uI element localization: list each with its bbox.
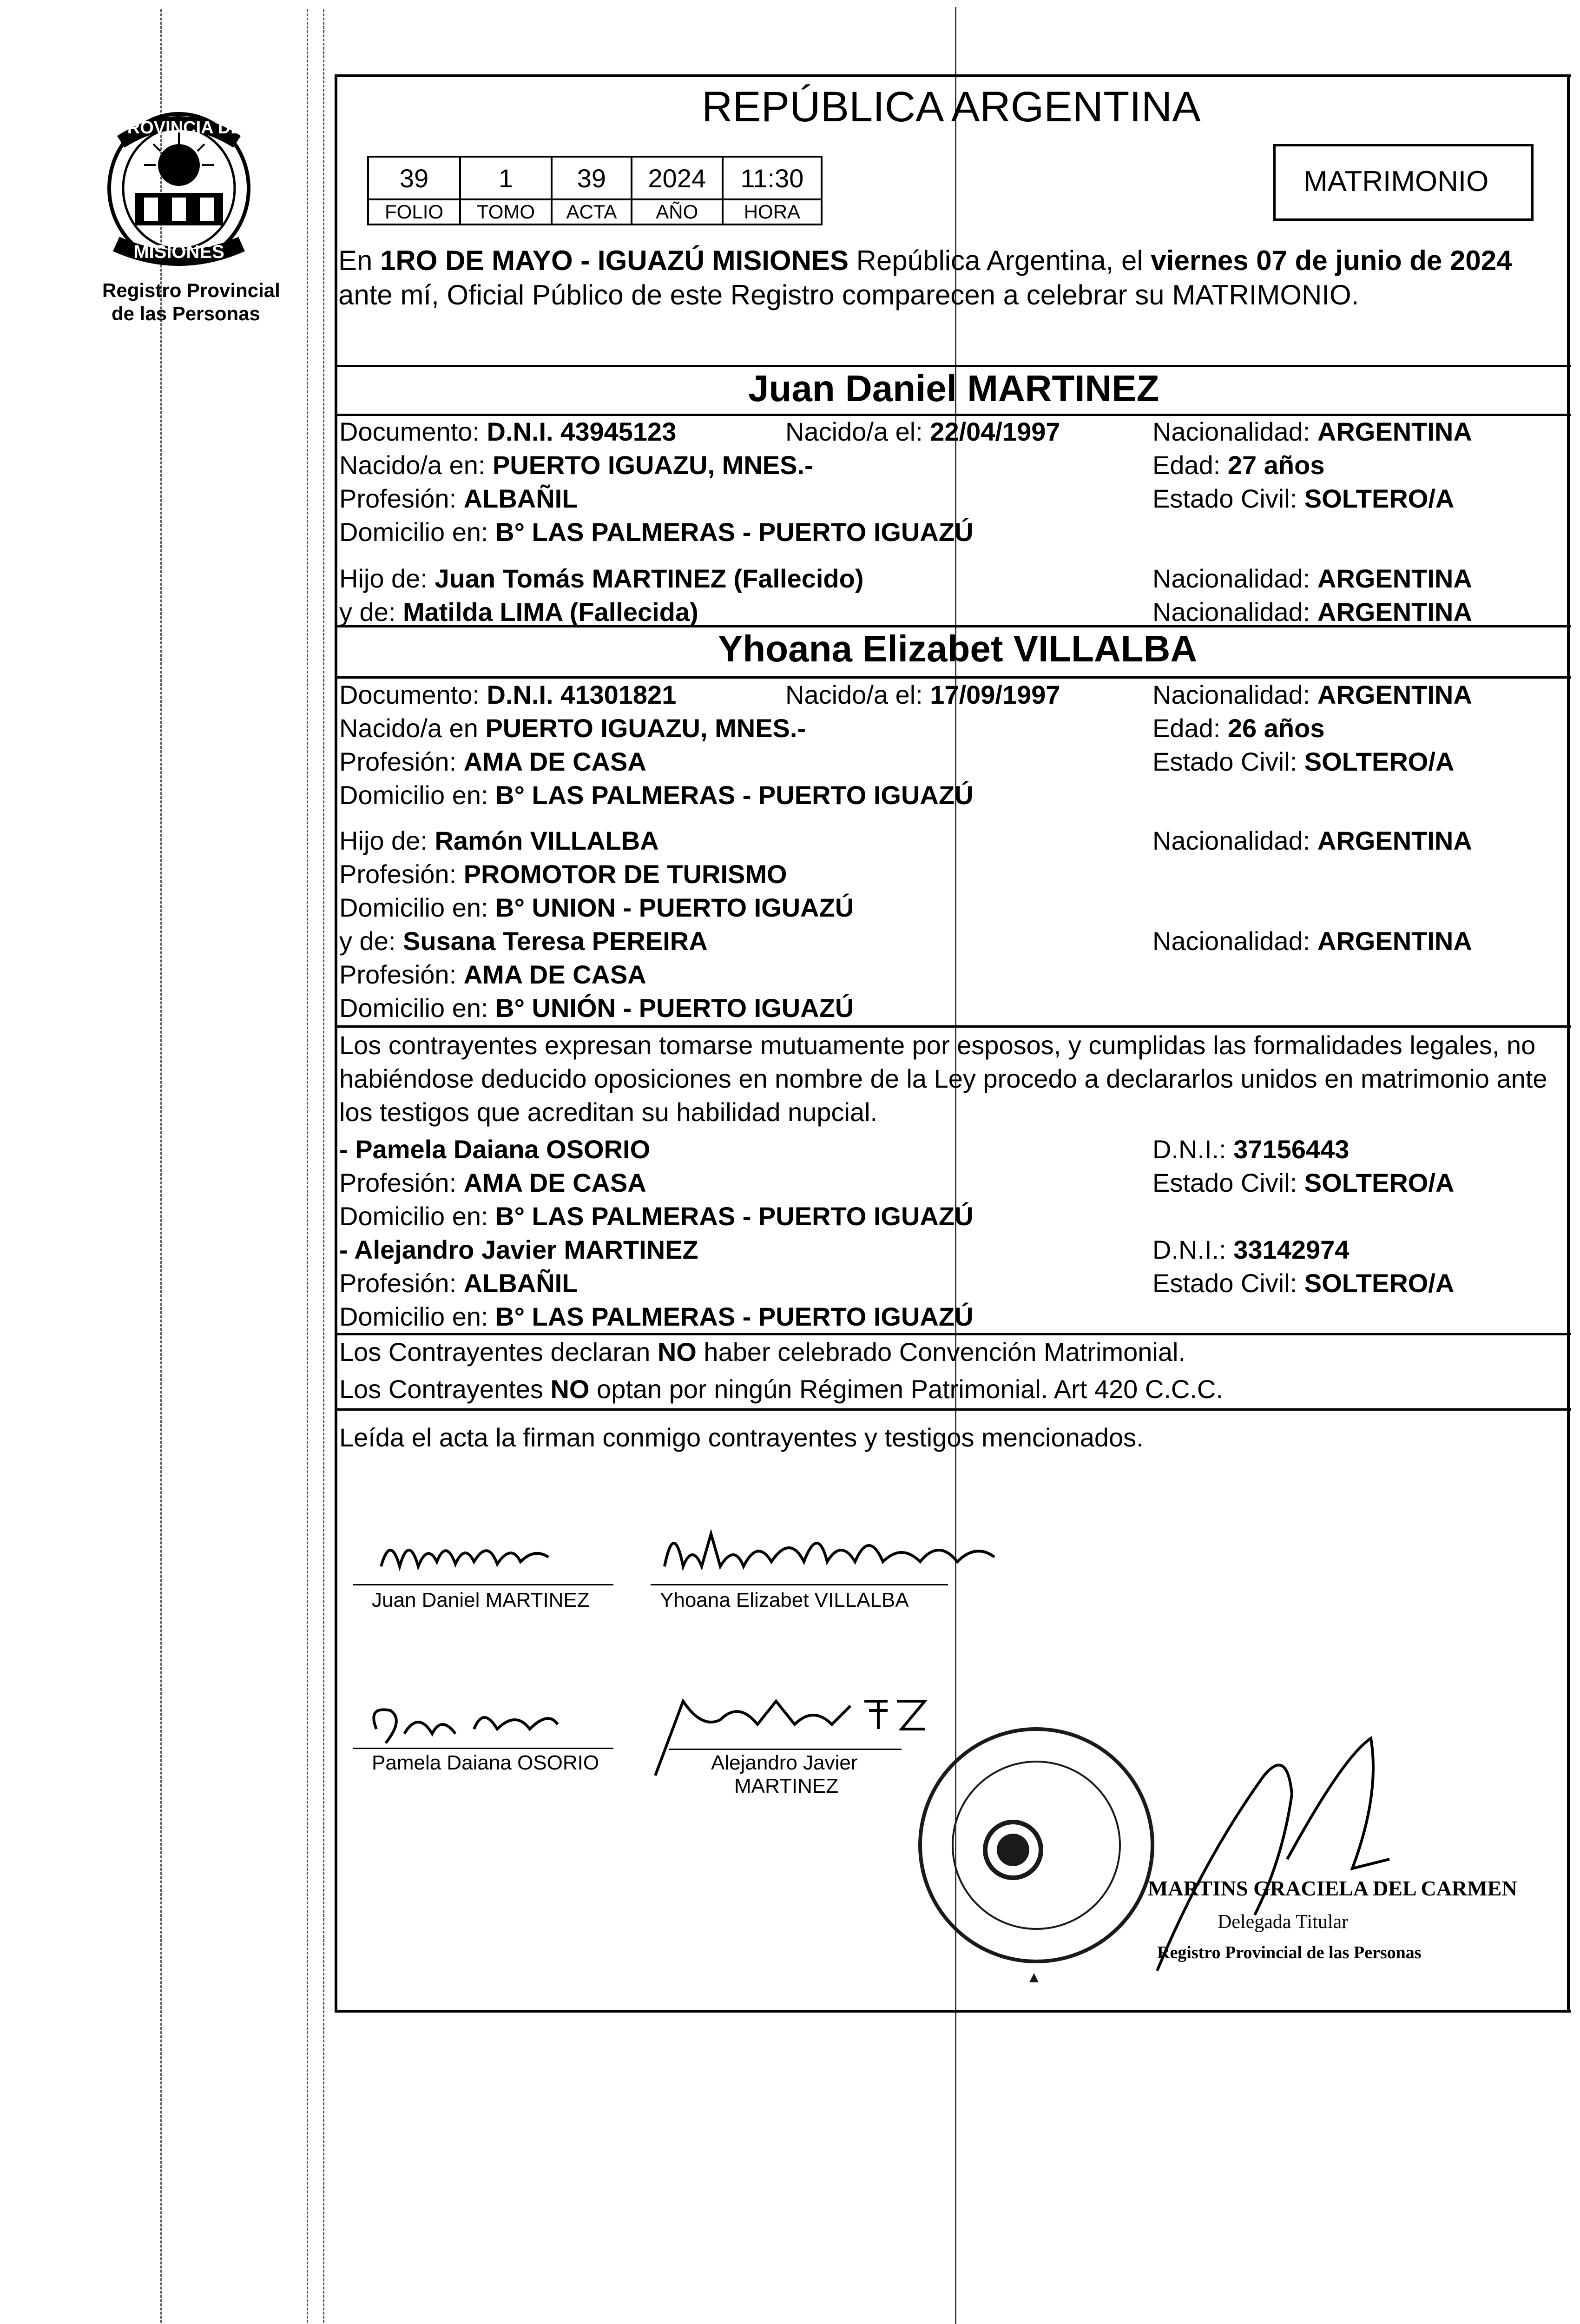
witness1-dni: D.N.I.: 37156443	[1152, 1135, 1350, 1164]
regime-statement: Los Contrayentes NO optan por ningún Régimen Patrimonial. Art 420 C.C.C.	[339, 1374, 1223, 1404]
hour-value: 11:30	[723, 157, 822, 199]
folio-value: 39	[368, 157, 460, 199]
witness2-domicile: Domicilio en: B° LAS PALMERAS - PUERTO IGUAZÚ	[339, 1302, 974, 1331]
divider-5	[335, 1025, 1571, 1028]
signature-spouse2	[651, 1515, 1013, 1585]
year-label: AÑO	[632, 199, 723, 224]
witness1-civil-status: Estado Civil: SOLTERO/A	[1152, 1168, 1455, 1197]
svg-text:PROVINCIA DE: PROVINCIA DE	[115, 118, 243, 138]
spouse1-birthplace: Nacido/a en: PUERTO IGUAZU, MNES.-	[339, 450, 813, 480]
register-table	[367, 156, 823, 225]
witness1-domicile: Domicilio en: B° LAS PALMERAS - PUERTO IGUAZÚ	[339, 1202, 974, 1231]
spouse2-father: Hijo de: Ramón VILLALBA	[339, 826, 659, 855]
acta-value: 39	[552, 157, 632, 199]
witness1-name: - Pamela Daiana OSORIO	[339, 1135, 651, 1164]
intro-date: viernes 07 de junio de 2024	[1151, 245, 1512, 276]
spouse1-name: Juan Daniel MARTINEZ	[748, 368, 1159, 409]
spouse2-mother-domicile: Domicilio en: B° UNIÓN - PUERTO IGUAZÚ	[339, 993, 854, 1023]
intro-line2: ante mí, Oficial Público de este Registro comparecen a celebrar su MATRIMONIO.	[338, 279, 1359, 310]
spouse2-mother: y de: Susana Teresa PEREIRA	[339, 926, 708, 956]
registry-name-line2: de las Personas	[112, 303, 260, 324]
signature-caption-4a: Alejandro Javier	[711, 1751, 858, 1774]
signature-line-3	[353, 1748, 613, 1749]
spouse2-birthplace: Nacido/a en PUERTO IGUAZU, MNES.-	[339, 713, 806, 743]
signature-caption-1: Juan Daniel MARTINEZ	[372, 1589, 590, 1611]
spouse2-mother-profession: Profesión: AMA DE CASA	[339, 960, 646, 989]
margin-line-left	[160, 9, 162, 2324]
official-name: MARTINS GRACIELA DEL CARMEN	[1148, 1876, 1517, 1900]
frame-top	[335, 74, 1571, 77]
tomo-value: 1	[460, 157, 552, 199]
spouse2-domicile: Domicilio en: B° LAS PALMERAS - PUERTO IGUAZÚ	[339, 780, 974, 810]
spouse1-profession: Profesión: ALBAÑIL	[339, 484, 578, 513]
declaration-line3: los testigos que acreditan su habilidad nupcial.	[339, 1097, 878, 1127]
spouse2-profession: Profesión: AMA DE CASA	[339, 747, 646, 776]
frame-bottom	[335, 2010, 1571, 2013]
acta-label: ACTA	[552, 199, 632, 224]
spouse1-age: Edad: 27 años	[1152, 450, 1325, 480]
intro-mid: República Argentina, el	[856, 245, 1143, 276]
spouse2-civil-status: Estado Civil: SOLTERO/A	[1152, 747, 1455, 776]
intro-line1	[338, 245, 1512, 276]
closing-statement: Leída el acta la firman conmigo contrayentes y testigos mencionados.	[339, 1423, 1144, 1452]
spouse1-civil-status: Estado Civil: SOLTERO/A	[1152, 484, 1455, 513]
convention-statement: Los Contrayentes declaran NO haber celebrado Convención Matrimonial.	[339, 1337, 1185, 1367]
act-type: MATRIMONIO	[1304, 165, 1489, 198]
official-stamp	[906, 1701, 1166, 1989]
registry-name-line1: Registro Provincial	[102, 279, 280, 301]
province-emblem	[93, 105, 265, 272]
signature-spouse1	[372, 1525, 567, 1585]
year-value: 2024	[632, 157, 723, 199]
spouse2-father-profession: Profesión: PROMOTOR DE TURISMO	[339, 859, 787, 889]
signature-line-2	[651, 1584, 948, 1585]
margin-line-right	[323, 9, 324, 2324]
signature-caption-2: Yhoana Elizabet VILLALBA	[660, 1589, 909, 1611]
witness2-name: - Alejandro Javier MARTINEZ	[339, 1235, 698, 1264]
spouse2-age: Edad: 26 años	[1152, 713, 1325, 743]
declaration-line1: Los contrayentes expresan tomarse mutuamente por esposos, y cumplidas las formalidades legales, no	[339, 1030, 1536, 1060]
divider-4	[335, 676, 1571, 679]
spouse2-birthdate: Nacido/a el: 17/09/1997	[785, 680, 1060, 709]
divider-7	[335, 1408, 1571, 1411]
signature-line-1	[353, 1584, 613, 1585]
official-organization: Registro Provincial de las Personas	[1157, 1943, 1422, 1962]
page-title: REPÚBLICA ARGENTINA	[702, 83, 1201, 131]
folio-label: FOLIO	[368, 199, 460, 224]
signature-caption-3: Pamela Daiana OSORIO	[372, 1751, 599, 1774]
witness2-dni: D.N.I.: 33142974	[1152, 1235, 1350, 1264]
hour-label: HORA	[723, 199, 822, 224]
official-title: Delegada Titular	[1218, 1911, 1349, 1933]
spouse1-father: Hijo de: Juan Tomás MARTINEZ (Fallecido)	[339, 564, 864, 593]
intro-prefix: En	[338, 245, 373, 276]
witness2-profession: Profesión: ALBAÑIL	[339, 1268, 578, 1298]
spouse1-birthdate: Nacido/a el: 22/04/1997	[785, 417, 1060, 446]
margin-line-mid	[307, 9, 308, 2324]
spouse1-nationality: Nacionalidad: ARGENTINA	[1152, 417, 1472, 446]
declaration-line2: habiéndose deducido oposiciones en nombre de la Ley procedo a declararlos unidos en matrimonio ante	[339, 1064, 1547, 1093]
spouse1-mother-nationality: Nacionalidad: ARGENTINA	[1152, 597, 1472, 627]
spouse1-doc: Documento: D.N.I. 43945123	[339, 417, 677, 446]
spouse1-mother: y de: Matilda LIMA (Fallecida)	[339, 597, 698, 627]
signature-caption-4b: MARTINEZ	[734, 1775, 839, 1797]
divider-2	[335, 414, 1571, 416]
witness2-civil-status: Estado Civil: SOLTERO/A	[1152, 1268, 1455, 1298]
spouse1-father-nationality: Nacionalidad: ARGENTINA	[1152, 564, 1472, 593]
signature-witness1	[362, 1692, 572, 1752]
tomo-label: TOMO	[460, 199, 552, 224]
spouse2-doc: Documento: D.N.I. 41301821	[339, 680, 677, 709]
spouse2-nationality: Nacionalidad: ARGENTINA	[1152, 680, 1472, 709]
signature-line-4	[669, 1749, 902, 1750]
intro-place: 1RO DE MAYO - IGUAZÚ MISIONES	[380, 245, 849, 276]
svg-text:MISIONES: MISIONES	[133, 242, 224, 262]
spouse2-father-nationality: Nacionalidad: ARGENTINA	[1152, 826, 1472, 855]
witness1-profession: Profesión: AMA DE CASA	[339, 1168, 646, 1197]
divider-6	[335, 1333, 1571, 1335]
spouse2-father-domicile: Domicilio en: B° UNION - PUERTO IGUAZÚ	[339, 893, 854, 922]
spouse2-mother-nationality: Nacionalidad: ARGENTINA	[1152, 926, 1472, 956]
spouse2-name: Yhoana Elizabet VILLALBA	[718, 628, 1198, 669]
spouse1-domicile: Domicilio en: B° LAS PALMERAS - PUERTO IGUAZÚ	[339, 517, 974, 547]
